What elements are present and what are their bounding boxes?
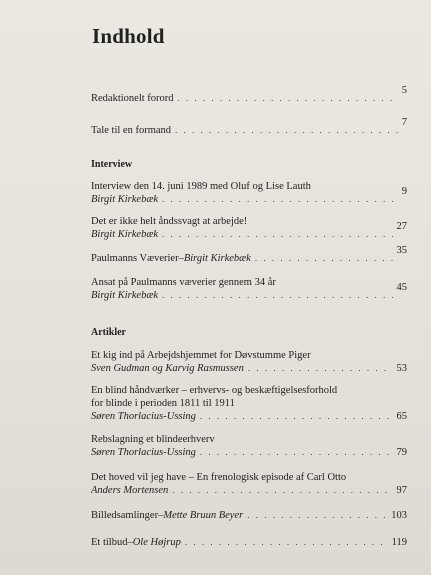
toc-entry: [91, 509, 407, 522]
entry-author: Birgit Kirkebæk: [91, 229, 158, 240]
entry-title: Redaktionelt forord: [91, 93, 174, 104]
page-number: 97: [396, 485, 407, 496]
entry-title: En blind håndværker – erhvervs- og beskæftigelsesforhold: [91, 385, 338, 396]
entry-title: Billedsamlinger: [91, 510, 159, 521]
leader-dots: [162, 193, 398, 206]
title-separator: –: [178, 253, 184, 264]
page-number: 7: [401, 117, 407, 128]
entry-title: Tale til en formand: [91, 125, 172, 136]
entry-author: Mette Bruun Beyer: [163, 510, 244, 521]
page-number: 27: [396, 221, 407, 232]
toc-entry-foreword: [91, 85, 407, 105]
entry-title: Det er ikke helt åndssvagt at arbejde!: [91, 216, 248, 227]
leader-dots: [255, 252, 393, 265]
toc-entry: [91, 180, 407, 206]
toc-entry: [91, 471, 407, 497]
page-number: 53: [396, 363, 407, 374]
leader-dots: [185, 536, 388, 549]
entry-title: Det hoved vil jeg have – En frenologisk episode af Carl Otto: [91, 472, 347, 483]
entry-author: Birgit Kirkebæk: [91, 290, 158, 301]
entry-title: Rebslagning et blindeerhverv: [91, 434, 215, 445]
page-number: 65: [396, 411, 407, 422]
entry-author: Birgit Kirkebæk: [91, 194, 158, 205]
toc-entry: [91, 384, 407, 423]
page-number: 45: [396, 282, 407, 293]
entry-title: Interview den 14. juni 1989 med Oluf og Lise Lauth: [91, 181, 311, 192]
leader-dots: [172, 484, 392, 497]
entry-author: Ole Højrup: [132, 537, 181, 548]
entry-author: Søren Thorlacius-Ussing: [91, 411, 196, 422]
entry-author: Birgit Kirkebæk: [183, 253, 251, 264]
page-number: 5: [401, 85, 407, 96]
section-heading-interview: Interview: [91, 159, 133, 170]
page-number: 103: [391, 510, 407, 521]
page-number: 119: [391, 537, 407, 548]
leader-dots: [162, 228, 393, 241]
leader-dots: [248, 362, 393, 375]
entry-title: Paulmanns Væverier: [91, 253, 179, 264]
toc-entry: [91, 215, 407, 241]
title-separator: –: [127, 537, 133, 548]
section-heading-artikler: Artikler: [91, 327, 126, 338]
entry-author: Sven Gudman og Karvig Rasmussen: [91, 363, 244, 374]
entry-title: Et tilbud: [91, 537, 128, 548]
entry-author: Søren Thorlacius-Ussing: [91, 447, 196, 458]
page-number: 35: [396, 245, 407, 256]
page-title: Indhold: [92, 24, 165, 48]
leader-dots: [200, 446, 393, 459]
leader-dots: [162, 289, 393, 302]
entry-title: Et kig ind på Arbejdshjemmet for Døvstumme Piger: [91, 350, 311, 361]
entry-title: Ansat på Paulmanns væverier gennem 34 år: [91, 277, 276, 288]
title-separator: –: [158, 510, 164, 521]
toc-entry: [91, 433, 407, 459]
toc-entry: [91, 276, 407, 302]
page-number: 9: [401, 186, 407, 197]
leader-dots: [247, 509, 387, 522]
entry-title-continued: for blinde i perioden 1811 til 1911: [91, 398, 235, 409]
toc-entry-speech: [91, 117, 407, 137]
leader-dots: [178, 92, 398, 105]
leader-dots: [175, 124, 398, 137]
leader-dots: [200, 410, 393, 423]
toc-entry: [91, 536, 407, 549]
toc-entry: [91, 349, 407, 375]
toc-entry: [91, 245, 407, 265]
page-number: 79: [396, 447, 407, 458]
entry-author: Anders Mortensen: [91, 485, 169, 496]
